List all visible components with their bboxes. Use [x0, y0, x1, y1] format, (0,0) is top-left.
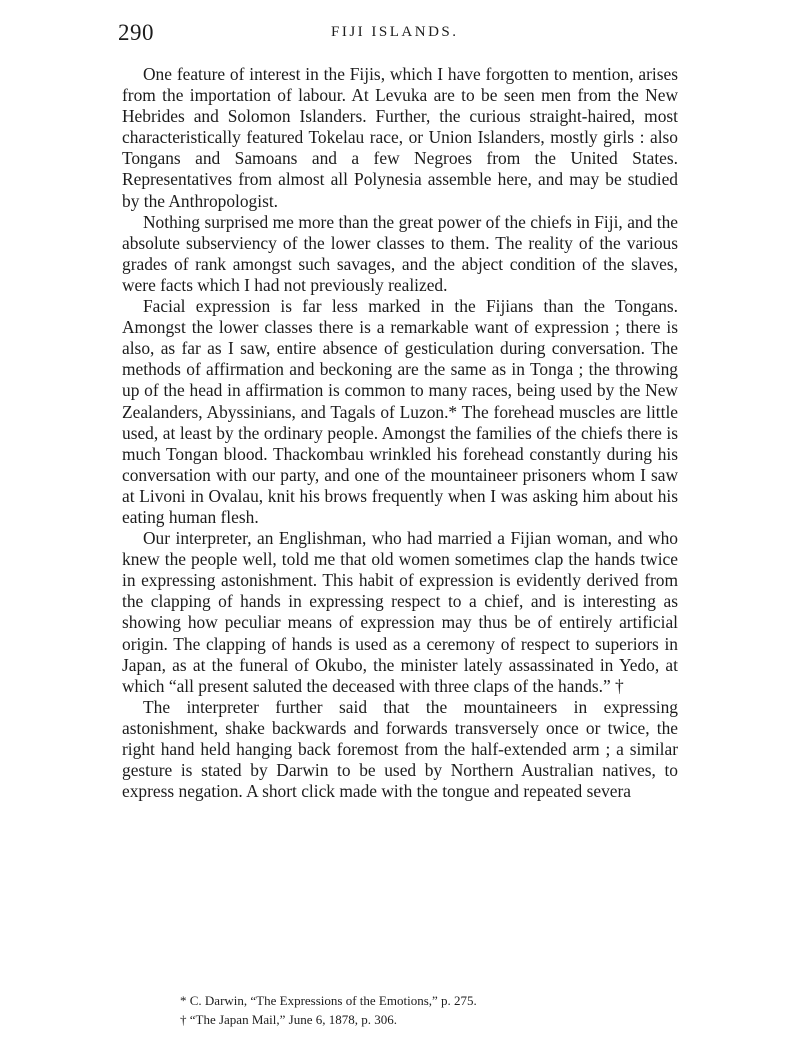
- page-number: 290: [118, 20, 154, 45]
- footnote: † “The Japan Mail,” June 6, 1878, p. 306.: [180, 1012, 397, 1027]
- paragraph: The interpreter further said that the mountaineers in expressing astonishment, shake backwards and forwards transversely once or twice, the right hand held hanging back foremost from the half-extended arm ; a similar gesture is stated by Darwin to be used by Northern Australian natives, to express negation. A short click made with the tongue and repeated severa: [122, 696, 678, 802]
- footnotes: [180, 991, 660, 1029]
- running-title: FIJI ISLANDS.: [331, 24, 459, 40]
- paragraph: Facial expression is far less marked in the Fijians than the Tongans. Amongst the lower classes there is a remarkable want of expression ; there is also, as far as I saw, entire absence of gesticulation during conversation. The methods of affirmation and beckoning are the same as in Tonga ; the throwing up of the head in affirmation is common to many races, being used by the New Zealanders, Abyssinians, and Tagals of Luzon.* The forehead muscles are little used, at least by the ordinary people. Amongst the families of the chiefs there is much Tongan blood. Thackombau wrinkled his forehead constantly during his conversation with our party, and one of the mountaineer prisoners whom I saw at Livoni in Ovalau, knit his brows frequently when I was asking him about his eating human flesh.: [122, 296, 678, 527]
- paragraph: One feature of interest in the Fijis, which I have forgotten to mention, arises from the importation of labour. At Levuka are to be seen men from the New Hebrides and Solomon Islanders. Further, the curious straight-haired, most characteristically featured Tokelau race, or Union Islanders, mostly girls : also Tongans and Samoans and a few Negroes from the United States. Representatives from almost all Polynesia assemble here, and may be studied by the Anthropologist.: [122, 64, 678, 211]
- page-header: [118, 20, 678, 50]
- body-text: [122, 64, 678, 802]
- footnote: * C. Darwin, “The Expressions of the Emotions,” p. 275.: [180, 993, 477, 1008]
- paragraph: Nothing surprised me more than the great power of the chiefs in Fiji, and the absolute subserviency of the lower classes to them. The reality of the various grades of rank amongst such savages, and the abject condition of the slaves, were facts which I had not previously realized.: [122, 211, 678, 295]
- paragraph: Our interpreter, an Englishman, who had married a Fijian woman, and who knew the people well, told me that old women sometimes clap the hands twice in expressing astonishment. This habit of expression is evidently derived from the clapping of hands in expressing respect to a chief, and is interesting as showing how peculiar means of expression may thus be of entirely artificial origin. The clapping of hands is used as a ceremony of respect to superiors in Japan, as at the funeral of Okubo, the minister lately assassinated in Yedo, at which “all present saluted the deceased with three claps of the hands.” †: [122, 528, 678, 696]
